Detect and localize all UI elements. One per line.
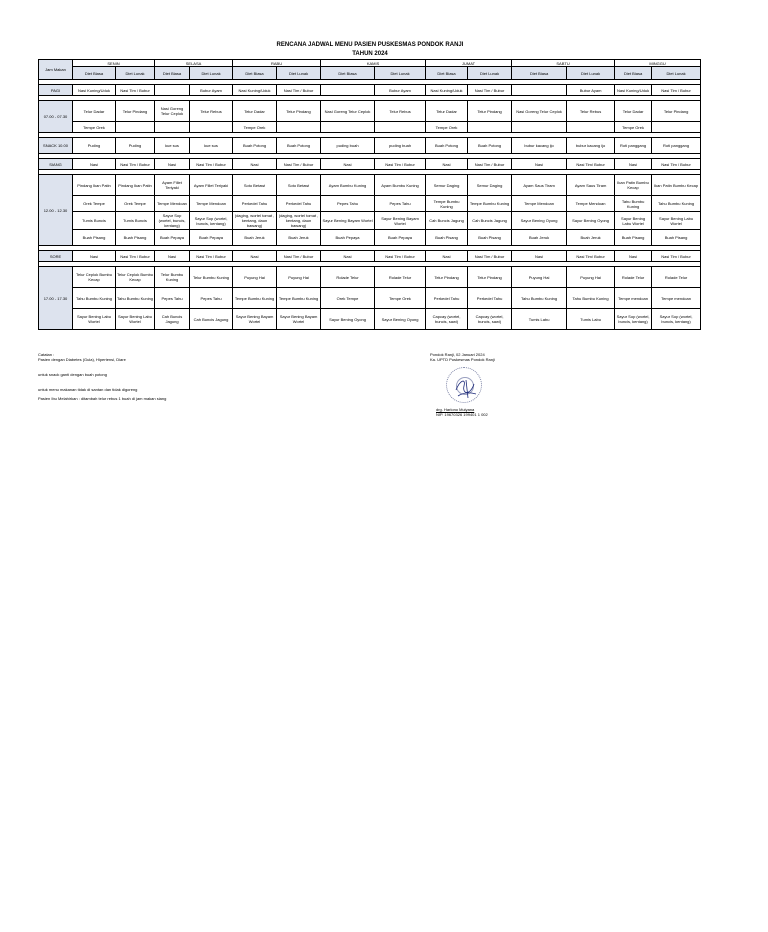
menu-cell: kue sus — [190, 138, 233, 154]
diet-header: Diet Biasa — [426, 67, 468, 80]
menu-cell: Capcay (wortel, buncis, sawi) — [426, 309, 468, 330]
menu-cell: Nasi Kuning/Uduk — [615, 85, 652, 96]
menu-cell: Buah Pisang — [116, 230, 155, 246]
menu-cell: Sayur Bening Oyong — [321, 309, 375, 330]
menu-cell: Nasi Tim / Bubur — [190, 251, 233, 262]
menu-cell: Buah Potong — [277, 138, 321, 154]
diet-header: Diet Lunak — [277, 67, 321, 80]
menu-cell: Telur Pindang — [468, 267, 512, 288]
menu-cell: Nasi — [233, 251, 277, 262]
menu-cell: Sayur Sop (wortel, buncis, kentang) — [652, 309, 701, 330]
diet-header: Diet Biasa — [321, 67, 375, 80]
menu-cell: Nasi — [73, 251, 116, 262]
menu-cell: Ayam Fillet Teriyaki — [190, 175, 233, 196]
menu-cell: Buah Pepaya — [321, 230, 375, 246]
menu-cell: Tempe Mendoan — [567, 196, 615, 212]
menu-cell: Buah Jeruk — [567, 230, 615, 246]
menu-cell: Tumis Labu — [567, 309, 615, 330]
menu-cell: Ikan Patin Bumbu Kecap — [615, 175, 652, 196]
menu-cell: Nasi Tim / Bubur — [468, 85, 512, 96]
menu-cell: Nasi Goreng Telur Ceplok — [155, 101, 190, 122]
diet-header: Diet Biasa — [615, 67, 652, 80]
menu-cell — [567, 122, 615, 133]
menu-cell: Sayur Bening Labu Wortel — [615, 212, 652, 230]
menu-cell: Semur Daging — [426, 175, 468, 196]
menu-cell: Rolade Telur — [321, 267, 375, 288]
menu-cell: Telur Pindang — [116, 101, 155, 122]
menu-cell: Telur Rebus — [375, 101, 426, 122]
menu-cell: Buah Potong — [468, 138, 512, 154]
menu-cell: Sayur Bening Oyong — [567, 212, 615, 230]
menu-cell: Bubur Ayam — [567, 85, 615, 96]
menu-cell: Rolade Telur — [615, 267, 652, 288]
menu-cell: Nasi — [512, 159, 567, 170]
menu-cell: Rolade Telur — [652, 267, 701, 288]
note-line: untuk snack ganti dengan buah potong — [38, 372, 107, 377]
menu-cell: Buah Pisang — [468, 230, 512, 246]
siang-dish-row — [39, 196, 701, 212]
menu-cell: Nasi Kuning/Uduk — [73, 85, 116, 96]
menu-cell: Ayam Saus Tiram — [512, 175, 567, 196]
day-header-row — [39, 60, 701, 67]
menu-cell: Rolade Telur — [375, 267, 426, 288]
menu-cell: Telur Ceplok Bumbu Kecap — [73, 267, 116, 288]
time-label-siang: 12.00 - 12.30 — [39, 175, 73, 246]
siang-main-row — [39, 159, 701, 170]
siang-dish-row — [39, 175, 701, 196]
menu-cell: Roti panggang — [615, 138, 652, 154]
diet-header: Diet Lunak — [468, 67, 512, 80]
menu-cell: Pepes Tahu — [321, 196, 375, 212]
menu-cell: Telur Ceplok Bumbu Kecap — [116, 267, 155, 288]
menu-cell: Tempe Bumbu Kuning — [233, 288, 277, 309]
menu-cell: Telur Dadar — [73, 101, 116, 122]
menu-cell: Pepes Tahu — [190, 288, 233, 309]
menu-cell: Cah Buncis Jagung — [426, 212, 468, 230]
menu-cell: Buah Pepaya — [190, 230, 233, 246]
menu-cell: Nasi Tim / Bubur — [652, 159, 701, 170]
menu-cell: Bubur Ayam — [375, 85, 426, 96]
note-line: Pasien Ibu Melahirkan : ditambah telur rebus 1 buah di jam makan siang — [38, 396, 167, 401]
menu-cell: Sayur Bening Oyong — [375, 309, 426, 330]
menu-cell: Tempe Orek — [615, 122, 652, 133]
day-header: JUMAT — [426, 60, 512, 67]
diet-header: Diet Biasa — [512, 67, 567, 80]
menu-cell: Orek Tempe — [73, 196, 116, 212]
menu-cell: bubur kacang ijo — [512, 138, 567, 154]
menu-cell: Nasi Tim / Bubur — [190, 159, 233, 170]
menu-cell: Sayur Sop (wortel, buncis, kentang) — [190, 212, 233, 230]
menu-cell: Nasi Goreng Telur Ceplok — [321, 101, 375, 122]
menu-cell: Sayur Bening Oyong — [512, 212, 567, 230]
signatory-position: Ka. UPTD Puskesmas Pondok Ranji — [430, 357, 495, 362]
menu-cell: Tahu Bumbu Kuning — [512, 288, 567, 309]
notes-heading: Catatan : — [38, 352, 55, 357]
meal-label-snack: SNACK 10.00 — [39, 138, 73, 154]
menu-cell: Tempe Orek — [375, 288, 426, 309]
menu-cell: Tempe Bumbu Kuning — [426, 196, 468, 212]
time-label-sore: 17.00 - 17.30 — [39, 267, 73, 330]
menu-cell: Tumis Buncis — [116, 212, 155, 230]
menu-cell: kue sus — [155, 138, 190, 154]
menu-cell: Orek Tempe — [321, 288, 375, 309]
signature-block — [430, 352, 570, 362]
menu-cell: Cah Buncis Jagung — [190, 309, 233, 330]
menu-cell: Sayur Bening Bayam Wortel — [321, 212, 375, 230]
menu-cell: Nasi Goreng Telur Ceplok — [512, 101, 567, 122]
pagi-dish-row — [39, 101, 701, 122]
diet-header: Diet Lunak — [190, 67, 233, 80]
diet-header: Diet Lunak — [116, 67, 155, 80]
menu-cell: Buah Jeruk — [277, 230, 321, 246]
menu-cell: Tempe Orek — [73, 122, 116, 133]
menu-cell: Puyung Hai — [512, 267, 567, 288]
document-title: RENCANA JADWAL MENU PASIEN PUSKESMAS PONDOK RANJI — [276, 42, 464, 48]
pagi-dish-row — [39, 122, 701, 133]
day-header: SABTU — [512, 60, 615, 67]
menu-cell: Telur Dadar — [233, 101, 277, 122]
menu-cell: Capcay (wortel, buncis, sawi) — [468, 309, 512, 330]
menu-cell: Tempe Mendoan — [155, 196, 190, 212]
signatory-nip: NIP. 19670326 199401 1 002 — [436, 412, 488, 417]
menu-cell: Nasi Tim / Bubur — [277, 251, 321, 262]
sore-dish-row — [39, 267, 701, 288]
menu-cell: Nasi Tim / Bubur — [375, 251, 426, 262]
menu-cell: Tempe mendoan — [652, 288, 701, 309]
signature-scribble — [452, 376, 480, 402]
menu-cell: Nasi Tim / Bubur — [277, 85, 321, 96]
menu-cell: Sayur Sop (wortel, buncis, kentang) — [615, 309, 652, 330]
menu-cell: Puyung Hai — [277, 267, 321, 288]
signatory-name: drg. Harlono Mulyana — [436, 407, 475, 412]
menu-cell: Cah Buncis Jagung — [155, 309, 190, 330]
menu-cell: Orek Tempe — [116, 196, 155, 212]
menu-cell: Telur Dadar — [615, 101, 652, 122]
menu-cell: Nasi Tim / Bubur — [468, 251, 512, 262]
menu-cell — [155, 85, 190, 96]
menu-cell: Telur Bumbu Kuning — [155, 267, 190, 288]
note-line: Pasien dengan Diabetes (Gula), Hipertensi, Diare — [38, 357, 126, 362]
menu-cell: Cah Buncis Jagung — [468, 212, 512, 230]
menu-cell: Perkedel Tahu — [426, 288, 468, 309]
menu-cell — [116, 122, 155, 133]
menu-cell: Pindang Ikan Patin — [116, 175, 155, 196]
menu-cell: Buah Potong — [233, 138, 277, 154]
document-subtitle: TAHUN 2024 — [352, 51, 388, 57]
menu-cell: Pepes Tahu — [375, 196, 426, 212]
menu-cell: Sayur Bening Labu Wortel — [73, 309, 116, 330]
menu-cell: Tempe Mendoan — [190, 196, 233, 212]
day-header: SELASA — [155, 60, 233, 67]
menu-cell — [468, 122, 512, 133]
menu-cell: Roti panggang — [652, 138, 701, 154]
diet-header: Diet Lunak — [375, 67, 426, 80]
day-header: MINGGU — [615, 60, 701, 67]
menu-cell: Nasi Tim / Bubur — [375, 159, 426, 170]
menu-cell: Ayam Bumbu Kuning — [375, 175, 426, 196]
diet-header-row — [39, 67, 701, 80]
menu-cell: Puding — [73, 138, 116, 154]
menu-cell: puding buah — [321, 138, 375, 154]
diet-header: Diet Lunak — [652, 67, 701, 80]
sore-dish-row — [39, 288, 701, 309]
menu-cell: Nasi — [426, 159, 468, 170]
menu-cell — [512, 85, 567, 96]
menu-schedule-table — [38, 59, 701, 330]
menu-cell: Tahu Bumbu Kuning — [567, 288, 615, 309]
menu-cell: Buah Pepaya — [375, 230, 426, 246]
menu-cell: Tumis Buncis — [73, 212, 116, 230]
menu-cell: Bubur Ayam — [190, 85, 233, 96]
menu-cell: Nasi — [512, 251, 567, 262]
menu-cell — [155, 122, 190, 133]
sore-dish-row — [39, 309, 701, 330]
menu-cell: Sayur Bening Bayam Wortel — [375, 212, 426, 230]
meal-label-siang: SIANG — [39, 159, 73, 170]
menu-cell: Tempe Bumbu Kuning — [277, 288, 321, 309]
diet-header: Diet Biasa — [73, 67, 116, 80]
menu-cell: Tempe Orek — [426, 122, 468, 133]
menu-cell: Tempe Orek — [233, 122, 277, 133]
menu-cell: Nasi — [73, 159, 116, 170]
menu-cell: Nasi Tim / Bubur — [652, 85, 701, 96]
menu-cell: Buah Pisang — [73, 230, 116, 246]
menu-cell: Telur Rebus — [190, 101, 233, 122]
menu-cell: Nasi — [321, 251, 375, 262]
menu-cell: Tahu Bumbu Kuning — [615, 196, 652, 212]
menu-cell: Pindang Ikan Patin — [73, 175, 116, 196]
menu-cell — [652, 122, 701, 133]
menu-cell: Telur Pindang — [277, 101, 321, 122]
menu-cell: Nasi — [155, 251, 190, 262]
signatory — [436, 407, 488, 417]
menu-cell: Telur Pindang — [652, 101, 701, 122]
menu-cell: Puyung Hai — [567, 267, 615, 288]
menu-cell: Perkedel Tahu — [233, 196, 277, 212]
menu-cell: Buah Pisang — [426, 230, 468, 246]
menu-cell: Semur Daging — [468, 175, 512, 196]
sore-main-row — [39, 251, 701, 262]
menu-cell: Perkedel Tahu — [277, 196, 321, 212]
menu-cell: Tahu Bumbu Kuning — [116, 288, 155, 309]
menu-cell: Tahu Bumbu Kuning — [73, 288, 116, 309]
menu-cell: Telur Pindang — [468, 101, 512, 122]
note-line: untuk menu makanan tidak di santan dan tidak digoreng — [38, 387, 138, 392]
menu-cell: Nasi Kuning/Uduk — [426, 85, 468, 96]
menu-cell: Nasi — [321, 159, 375, 170]
menu-cell — [190, 122, 233, 133]
place-date: Pondok Ranji, 02 Januari 2024 — [430, 352, 485, 357]
menu-cell: Buah Pepaya — [155, 230, 190, 246]
day-header: RABU — [233, 60, 321, 67]
menu-cell — [321, 85, 375, 96]
menu-cell: Nasi — [155, 159, 190, 170]
menu-cell: Perkedel Tahu — [468, 288, 512, 309]
menu-cell: Nasi — [426, 251, 468, 262]
menu-cell: Sayur Bening Labu Wortel — [116, 309, 155, 330]
meal-label-pagi: PAGI — [39, 85, 73, 96]
menu-cell: Sayur Bening Bayam Wortel — [233, 309, 277, 330]
diet-header: Diet Lunak — [567, 67, 615, 80]
meal-label-sore: SORE — [39, 251, 73, 262]
menu-cell: puding buah — [375, 138, 426, 154]
time-label-pagi: 07.00 - 07.30 — [39, 101, 73, 133]
menu-cell — [321, 122, 375, 133]
menu-cell: Telur Rebus — [567, 101, 615, 122]
menu-cell: Soto Betawi — [233, 175, 277, 196]
menu-cell: Tumis Labu — [512, 309, 567, 330]
menu-cell: bubur kacang ijo — [567, 138, 615, 154]
menu-cell: Tempe Mendoan — [512, 196, 567, 212]
menu-cell: Puding — [116, 138, 155, 154]
menu-cell: Nasi Tim / Bubur — [116, 251, 155, 262]
diet-header: Diet Biasa — [233, 67, 277, 80]
menu-cell: Telur Pindang — [426, 267, 468, 288]
menu-cell: Nasi Tim / Bubur — [652, 251, 701, 262]
menu-cell: Soto Betawi — [277, 175, 321, 196]
menu-cell: Tempe Bumbu Kuning — [468, 196, 512, 212]
menu-cell: Sayur Bening Labu Wortel — [652, 212, 701, 230]
siang-dish-row — [39, 230, 701, 246]
menu-cell: Tahu Bumbu Kuning — [652, 196, 701, 212]
menu-cell: Puyung Hai — [233, 267, 277, 288]
menu-cell: Buah Jeruk — [233, 230, 277, 246]
menu-cell: Nasi Tim / Bubur — [116, 159, 155, 170]
pagi-main-row — [39, 85, 701, 96]
menu-cell: Buah Jeruk — [512, 230, 567, 246]
menu-cell: (daging, wortel tomat , kentang, daun bawang) — [233, 212, 277, 230]
menu-cell: Nasi — [615, 251, 652, 262]
menu-cell: Ayam Fillet Teriyaki — [155, 175, 190, 196]
menu-cell: Nasi Tim/ Bubur — [567, 159, 615, 170]
menu-cell: Nasi Tim / Bubur — [277, 159, 321, 170]
menu-cell: Telur Dadar — [426, 101, 468, 122]
day-header: SENIN — [73, 60, 155, 67]
siang-dish-row — [39, 212, 701, 230]
menu-cell: Nasi Tim / Bubur — [468, 159, 512, 170]
jam-makan-header: Jam Makan — [39, 60, 73, 80]
menu-cell: Ayam Saus Tiram — [567, 175, 615, 196]
menu-cell: Nasi Tim / Bubur — [116, 85, 155, 96]
menu-cell: Nasi — [615, 159, 652, 170]
menu-cell: Ayam Bumbu Kuning — [321, 175, 375, 196]
menu-cell: (daging, wortel tomat , kentang, daun bawang) — [277, 212, 321, 230]
snack-row — [39, 138, 701, 154]
menu-cell: Nasi — [233, 159, 277, 170]
menu-cell: Ikan Patin Bumbu Kecap — [652, 175, 701, 196]
menu-cell — [512, 122, 567, 133]
menu-cell — [277, 122, 321, 133]
menu-cell: Nasi Tim/ Bubur — [567, 251, 615, 262]
menu-cell: Sayur Sop (wortel, buncis, kentang) — [155, 212, 190, 230]
notes-block — [38, 352, 166, 401]
day-header: KAMIS — [321, 60, 426, 67]
menu-cell: Buah Pisang — [615, 230, 652, 246]
diet-header: Diet Biasa — [155, 67, 190, 80]
menu-cell: Buah Potong — [426, 138, 468, 154]
menu-cell: Pepes Tahu — [155, 288, 190, 309]
menu-cell: Sayur Bening Bayam Wortel — [277, 309, 321, 330]
menu-cell: Tempe mendoan — [615, 288, 652, 309]
menu-cell: Nasi Kuning/Uduk — [233, 85, 277, 96]
menu-cell: Buah Pisang — [652, 230, 701, 246]
menu-cell: Telur Bumbu Kuning — [190, 267, 233, 288]
menu-cell — [375, 122, 426, 133]
